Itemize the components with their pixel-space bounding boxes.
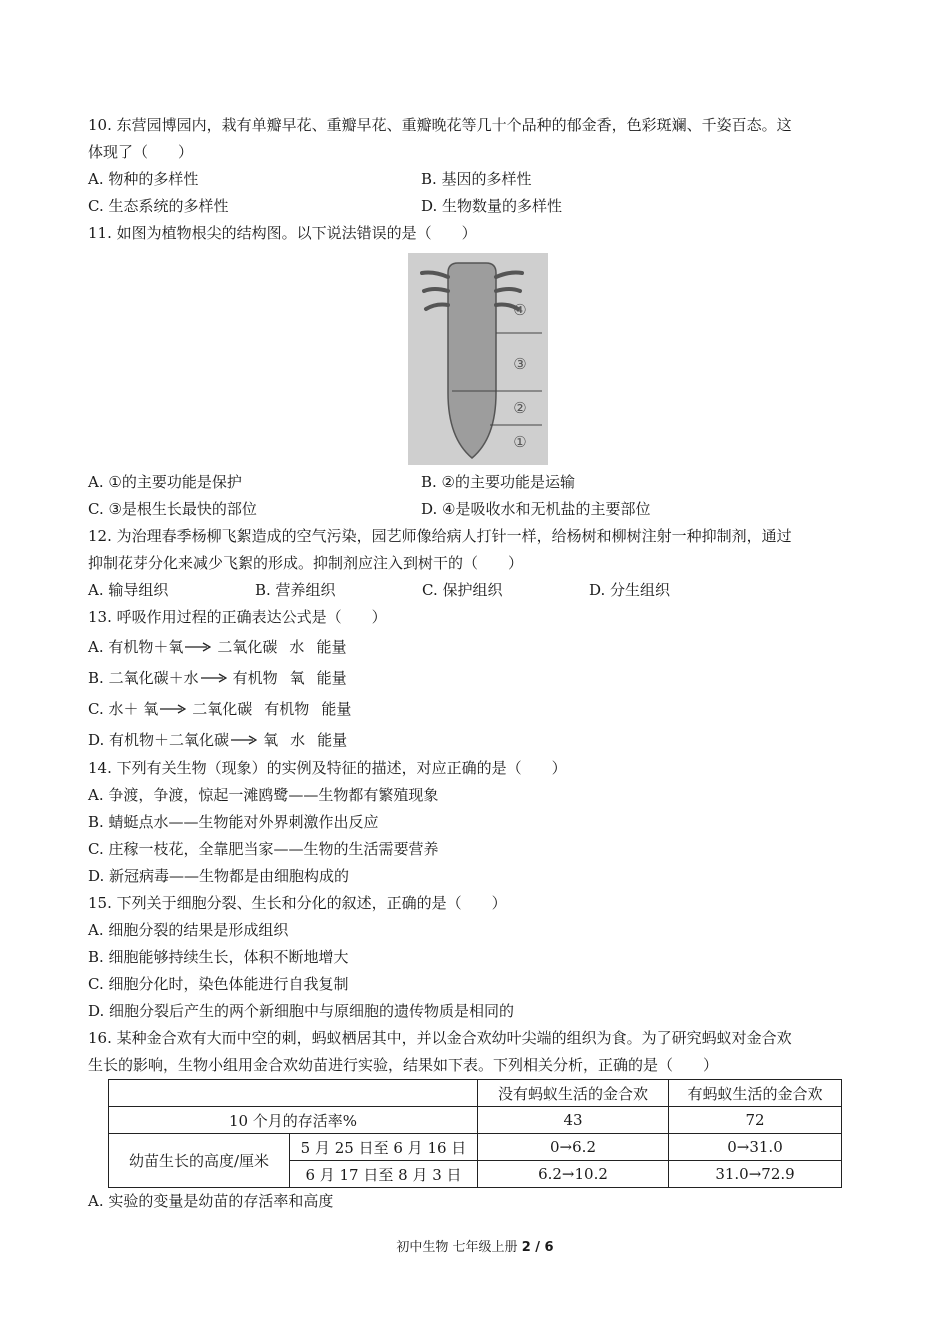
- q13-option-b: [88, 662, 868, 693]
- q10-stem-line1: 10. 东营园博园内，栽有单瓣早花、重瓣早花、重瓣晚花等几十个品种的郁金香，色彩斑斓、千姿百态。这: [88, 116, 792, 134]
- q10-option-a: A. 物种的多样性: [88, 170, 199, 188]
- q13-c-left: 水＋ 氧: [108, 700, 159, 718]
- q13-option-d: [88, 724, 868, 755]
- q11-option-a: A. ①的主要功能是保护: [88, 473, 242, 491]
- footer-page-number: 2 / 6: [521, 1240, 554, 1255]
- q10-option-c: C. 生态系统的多样性: [88, 197, 229, 215]
- q13-a-label: A.: [88, 637, 104, 656]
- q13-a-r3: 能量: [316, 638, 347, 656]
- q16-stem-line1: 16. 某种金合欢有大而中空的刺，蚂蚁栖居其中，并以金合欢幼叶尖端的组织为食。为了研究蚂蚁对金合欢: [88, 1029, 792, 1047]
- q15-option-c: C. 细胞分化时，染色体能进行自我复制: [88, 975, 349, 993]
- table-cell: 0→6.2: [478, 1134, 669, 1161]
- q14-option-d: D. 新冠病毒——生物都是由细胞构成的: [88, 867, 350, 885]
- q14-option-c: C. 庄稼一枝花，全靠肥当家——生物的生活需要营养: [88, 840, 439, 858]
- q13-c-r2: 有机物: [264, 700, 310, 718]
- q13-d-label: D.: [88, 730, 105, 749]
- q12-stem-line1: 12. 为治理春季杨柳飞絮造成的空气污染，园艺师像给病人打针一样，给杨树和柳树注射一种抑制剂，通过: [88, 527, 792, 545]
- q11-option-d: D. ④是吸收水和无机盐的主要部位: [421, 500, 651, 518]
- page-footer: [0, 1236, 950, 1255]
- q13-b-r3: 能量: [316, 669, 347, 687]
- q13-a-r1: 二氧化碳: [217, 638, 278, 656]
- q11-option-c: C. ③是根生长最快的部位: [88, 500, 257, 518]
- q14-stem: 14. 下列有关生物（现象）的实例及特征的描述，对应正确的是（ ）: [88, 759, 567, 777]
- table-header-no-ants: 没有蚂蚁生活的金合欢: [478, 1080, 669, 1107]
- table-header-row: [109, 1080, 842, 1107]
- figure-label-2: ②: [513, 399, 527, 417]
- reaction-arrow-icon: [185, 642, 211, 652]
- q10-option-d: D. 生物数量的多样性: [421, 197, 563, 215]
- q15-option-a: A. 细胞分裂的结果是形成组织: [88, 921, 289, 939]
- q13-d-left: 有机物＋二氧化碳: [109, 731, 230, 749]
- q10-stem-line2: 体现了（ ）: [88, 143, 194, 161]
- q13-stem: 13. 呼吸作用过程的正确表达公式是（ ）: [88, 608, 387, 626]
- table-cell: 0→31.0: [669, 1134, 842, 1161]
- q14-option-b: B. 蜻蜓点水——生物能对外界刺激作出反应: [88, 813, 379, 831]
- q13-a-r2: 水: [289, 638, 305, 656]
- q12-stem-line2: 抑制花芽分化来减少飞絮的形成。抑制剂应注入到树干的（ ）: [88, 554, 524, 572]
- table-period-2: 6 月 17 日至 8 月 3 日: [290, 1161, 478, 1188]
- reaction-arrow-icon: [231, 735, 257, 745]
- q13-a-left: 有机物＋氧: [108, 638, 184, 656]
- q16-option-a: A. 实验的变量是幼苗的存活率和高度: [88, 1192, 334, 1210]
- q11-stem: 11. 如图为植物根尖的结构图。以下说法错误的是（ ）: [88, 224, 477, 242]
- q13-b-r2: 氧: [289, 669, 305, 687]
- table-period-1: 5 月 25 日至 6 月 16 日: [290, 1134, 478, 1161]
- q14-option-a: A. 争渡，争渡，惊起一滩鸥鹭——生物都有繁殖现象: [88, 786, 439, 804]
- q13-d-r1: 氧: [263, 731, 279, 749]
- reaction-arrow-icon: [160, 704, 186, 714]
- footer-subject: 初中生物 七年级上册: [396, 1240, 518, 1255]
- table-cell: 72: [669, 1107, 842, 1134]
- q15-stem: 15. 下列关于细胞分裂、生长和分化的叙述，正确的是（ ）: [88, 894, 507, 912]
- q13-c-r3: 能量: [321, 700, 352, 718]
- figure-label-4: ④: [513, 301, 527, 319]
- table-cell: 31.0→72.9: [669, 1161, 842, 1188]
- table-header-with-ants: 有蚂蚁生活的金合欢: [669, 1080, 842, 1107]
- exam-page: [88, 112, 868, 1215]
- q11-options-2: [88, 496, 868, 523]
- reaction-arrow-icon: [201, 673, 227, 683]
- q15-option-b: B. 细胞能够持续生长，体积不断地增大: [88, 948, 349, 966]
- q16-stem-line2: 生长的影响，生物小组用金合欢幼苗进行实验，结果如下表。下列相关分析，正确的是（ ）: [88, 1056, 719, 1074]
- table-row-label-height: 幼苗生长的高度/厘米: [109, 1134, 290, 1188]
- q11-options: [88, 469, 868, 496]
- table-cell: 43: [478, 1107, 669, 1134]
- table-row-label-survival: 10 个月的存活率%: [109, 1107, 478, 1134]
- q13-option-a: [88, 631, 868, 662]
- q15-option-d: D. 细胞分裂后产生的两个新细胞中与原细胞的遗传物质是相同的: [88, 1002, 515, 1020]
- q12-option-d: D. 分生组织: [589, 581, 671, 599]
- q13-c-r1: 二氧化碳: [192, 700, 253, 718]
- table-corner-cell: [109, 1080, 478, 1107]
- table-row: [109, 1107, 842, 1134]
- figure-label-3: ③: [513, 355, 527, 373]
- q13-d-r2: 水: [290, 731, 306, 749]
- q10-options: [88, 166, 868, 193]
- q13-b-r1: 有机物: [232, 669, 278, 687]
- q13-b-label: B.: [88, 668, 104, 687]
- q10-option-b: B. 基因的多样性: [421, 170, 532, 188]
- q12-options: [88, 577, 868, 604]
- table-cell: 6.2→10.2: [478, 1161, 669, 1188]
- root-tip-figure: [408, 253, 548, 465]
- root-body: [448, 263, 496, 458]
- q10-options-2: [88, 193, 868, 220]
- q12-option-c: C. 保护组织: [422, 581, 503, 599]
- table-row: [109, 1134, 842, 1161]
- figure-label-1: ①: [513, 433, 527, 451]
- q13-d-r3: 能量: [317, 731, 348, 749]
- q12-option-a: A. 输导组织: [88, 581, 169, 599]
- q13-c-label: C.: [88, 699, 104, 718]
- root-tip-diagram: [408, 253, 548, 465]
- q13-option-c: [88, 693, 868, 724]
- q12-option-b: B. 营养组织: [255, 581, 336, 599]
- q16-data-table: [108, 1079, 842, 1188]
- q11-option-b: B. ②的主要功能是运输: [421, 473, 576, 491]
- q13-b-left: 二氧化碳＋水: [108, 669, 199, 687]
